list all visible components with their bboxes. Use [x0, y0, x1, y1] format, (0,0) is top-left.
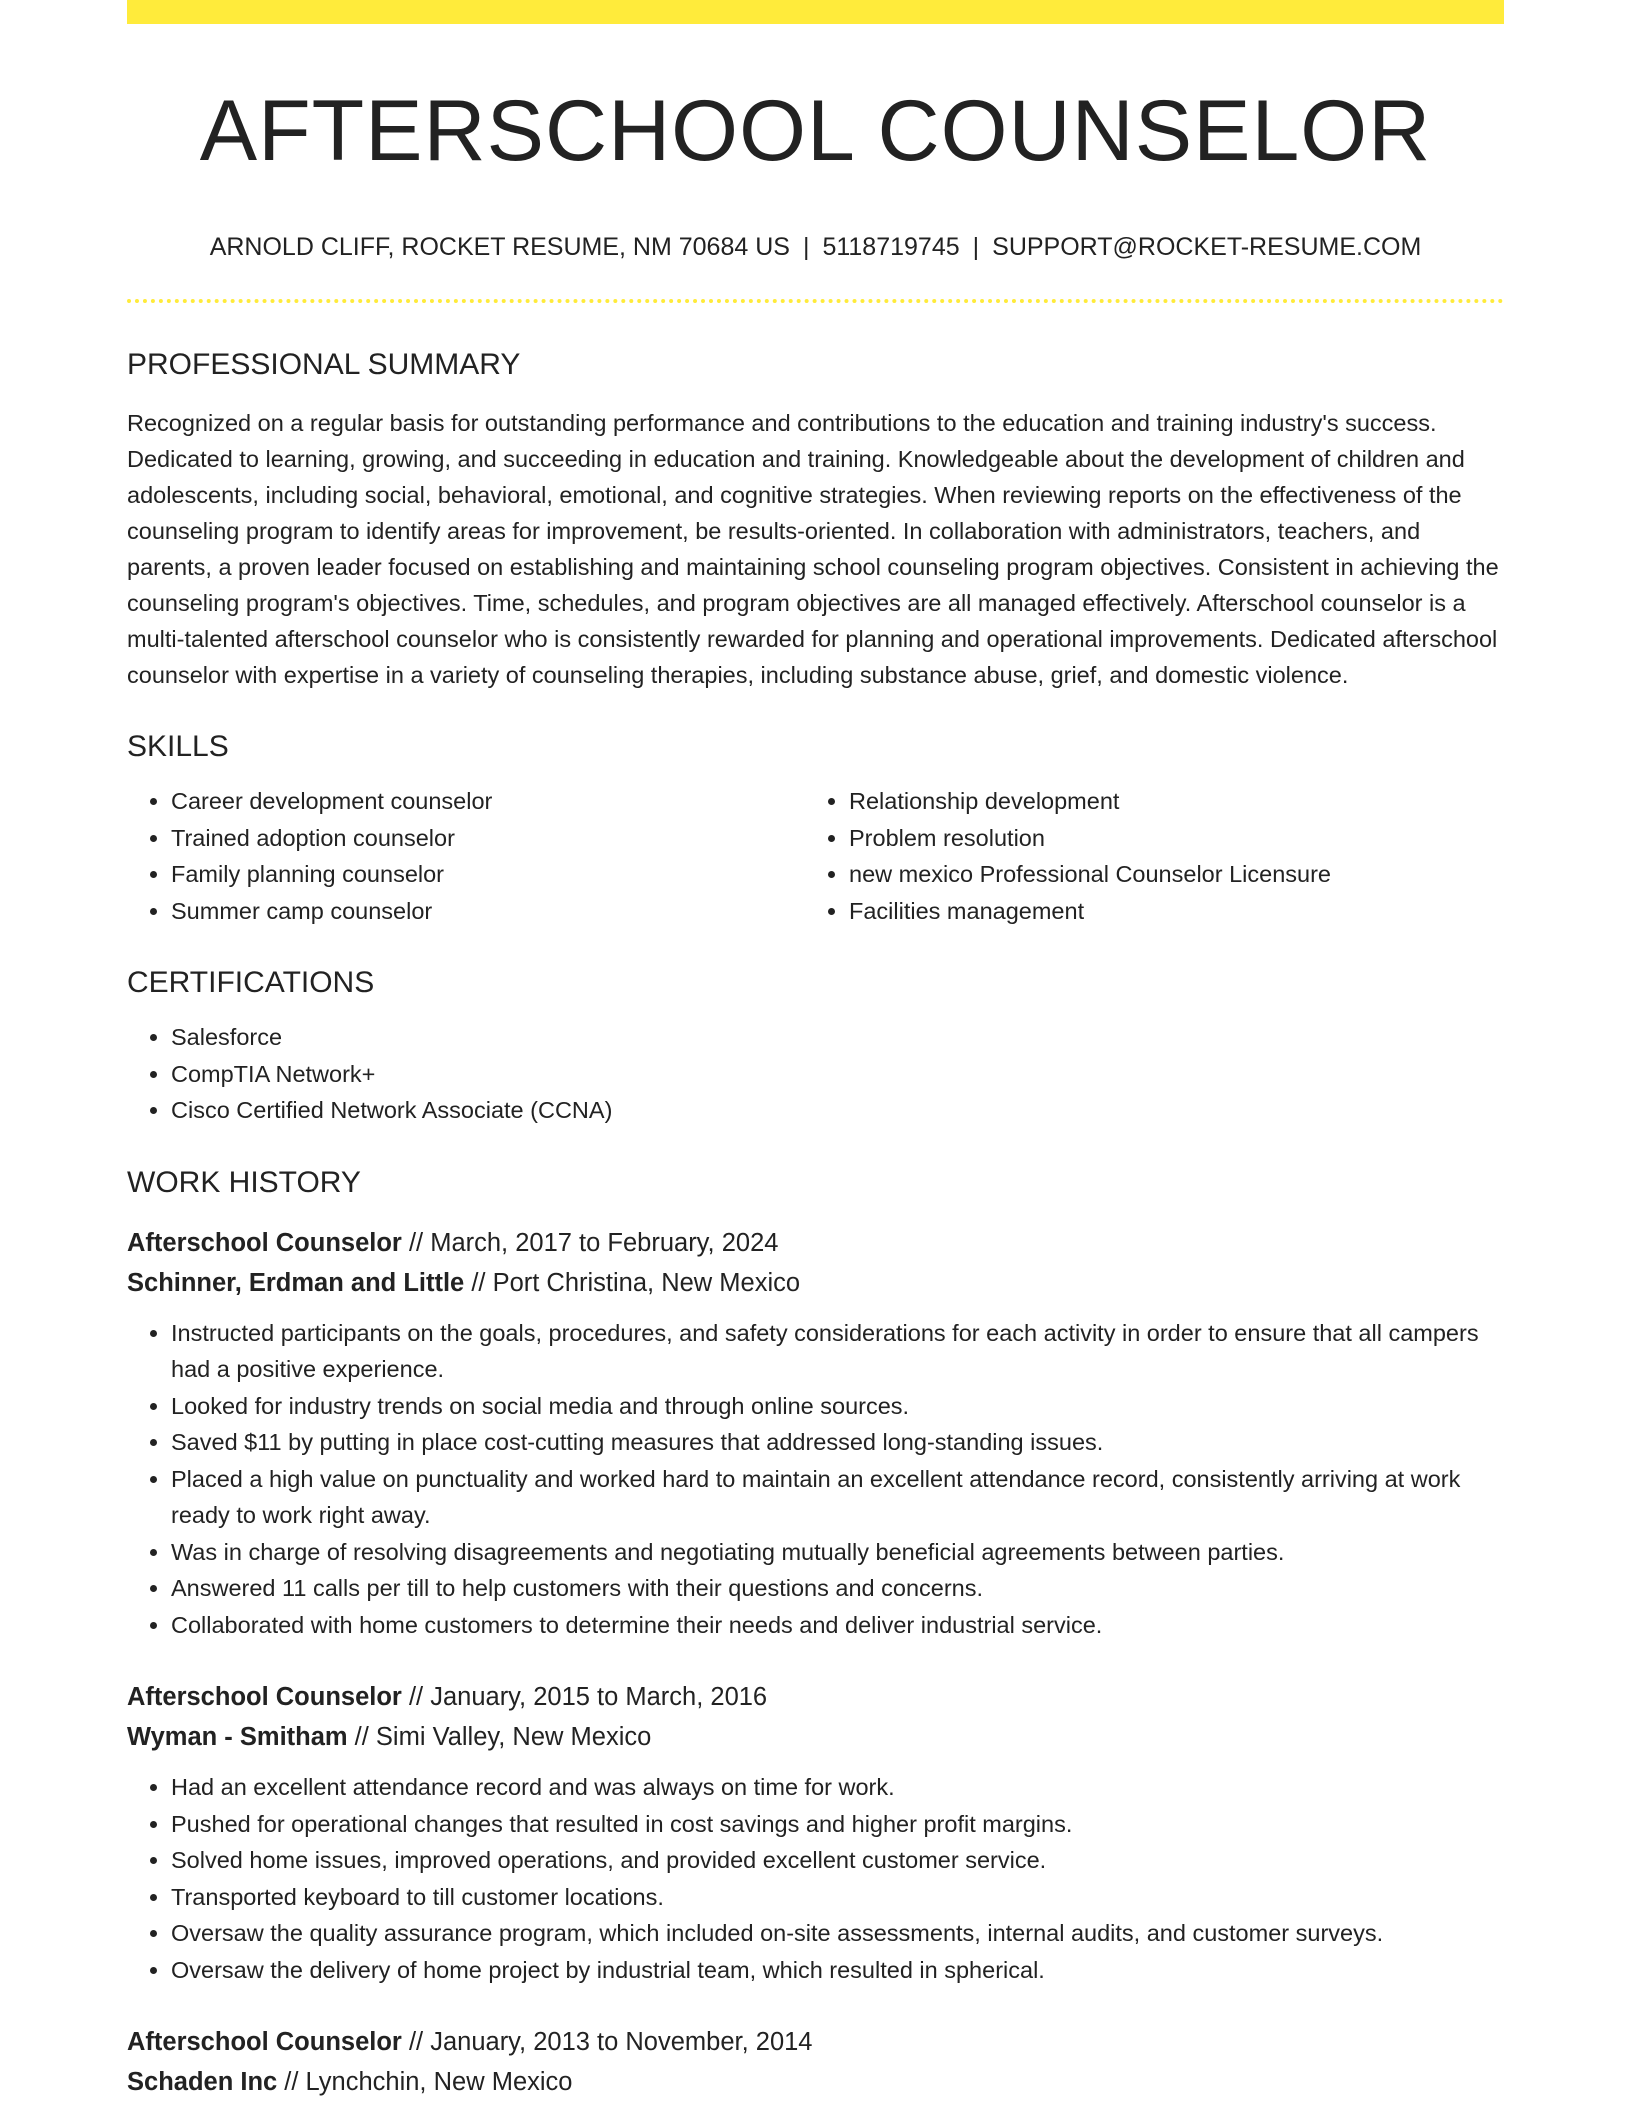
job-dates: // January, 2015 to March, 2016 — [401, 1683, 768, 1712]
job-bullet: • Had an excellent attendance record and was always on time for work. — [171, 1769, 1504, 1806]
contact-separator: | — [802, 232, 810, 261]
job-bullet: • Collaborated with home customers to determine their needs and deliver industrial service. — [171, 1607, 1504, 1644]
job-company: Schinner, Erdman and Little — [127, 1268, 465, 1297]
job-bullet: • Pushed for operational changes that resulted in cost savings and higher profit margins. — [171, 1806, 1504, 1843]
skills-list-left — [127, 783, 805, 929]
certification-item: • Cisco Certified Network Associate (CCNA) — [171, 1092, 1504, 1129]
certifications-heading: CERTIFICATIONS — [127, 966, 375, 1000]
job-title: Afterschool Counselor — [127, 1228, 402, 1257]
job-bullet: • Oversaw the delivery of home project by industrial team, which resulted in spherical. — [171, 1952, 1504, 1989]
job-location: // Simi Valley, New Mexico — [347, 1723, 652, 1752]
certifications-list — [127, 1019, 1504, 1129]
job-dates: // January, 2013 to November, 2014 — [401, 2028, 813, 2057]
skill-item: • Problem resolution — [849, 820, 1483, 857]
job-company-line — [127, 1263, 1504, 1303]
skill-item: • Relationship development — [849, 783, 1483, 820]
job-bullet: • Saved $11 by putting in place cost-cutting measures that addressed long-standing issues. — [171, 1424, 1504, 1461]
job-bullet: • Transported keyboard to till customer locations. — [171, 1879, 1504, 1916]
job-company: Schaden Inc — [127, 2068, 278, 2097]
contact-phone: 5118719745 — [822, 232, 960, 261]
work-history-heading: WORK HISTORY — [127, 1165, 361, 1199]
job-bullet: • Solved home issues, improved operations, and provided excellent customer service. — [171, 1842, 1504, 1879]
page-title: AFTERSCHOOL COUNSELOR — [199, 83, 1432, 179]
contact-line — [127, 231, 1504, 264]
job-title: Afterschool Counselor — [127, 1683, 402, 1712]
job-bullet: • Oversaw the quality assurance program, which included on-site assessments, internal audits, and customer surveys. — [171, 1915, 1504, 1952]
job-bullet: • Answered 11 calls per till to help customers with their questions and concerns. — [171, 1570, 1504, 1607]
job-title: Afterschool Counselor — [127, 2028, 402, 2057]
job-bullet: • Placed a high value on punctuality and worked hard to maintain an excellent attendance record, consistently arriving at work ready to work right away. — [171, 1461, 1504, 1534]
contact-email: SUPPORT@ROCKET-RESUME.COM — [992, 232, 1422, 261]
job-bullets — [127, 1315, 1504, 1644]
skill-item: • Family planning counselor — [171, 856, 805, 893]
job-entry — [127, 2022, 1504, 2102]
job-title-line — [127, 2022, 1504, 2062]
job-bullets — [127, 1769, 1504, 1988]
job-title-line — [127, 1677, 1504, 1717]
job-company-line — [127, 2062, 1504, 2102]
job-title-line — [127, 1223, 1504, 1263]
summary-heading: PROFESSIONAL SUMMARY — [127, 348, 521, 382]
contact-address: ARNOLD CLIFF, ROCKET RESUME, NM 70684 US — [209, 232, 790, 261]
certification-item: • Salesforce — [171, 1019, 1504, 1056]
skills-list-right — [805, 783, 1483, 929]
job-location: // Lynchchin, New Mexico — [277, 2068, 573, 2097]
job-entry — [127, 1223, 1504, 1644]
job-company-line — [127, 1717, 1504, 1757]
skill-item: • Summer camp counselor — [171, 893, 805, 930]
summary-text: Recognized on a regular basis for outstanding performance and contributions to the education and training industry's success. Dedicated to learning, growing, and succeeding in education and training. Knowledgeable about the development of children and adolescents, including social, behavioral, emotional, and cognitive strategies. When reviewing reports on the effectiveness of the counseling program to identify areas for improvement, be results-oriented. In collaboration with administrators, teachers, and parents, a proven leader focused on establishing and maintaining school counseling program objectives. Consistent in achieving the counseling program's objectives. Time, schedules, and program objectives are all managed effectively. Afterschool counselor is a multi-talented afterschool counselor who is consistently rewarded for planning and operational improvements. Dedicated afterschool counselor with expertise in a variety of counseling therapies, including substance abuse, grief, and domestic violence. — [127, 410, 1499, 689]
skill-item: • Trained adoption counselor — [171, 820, 805, 857]
skills-heading: SKILLS — [127, 730, 229, 764]
dotted-divider — [127, 299, 1504, 303]
job-entry — [127, 1677, 1504, 1988]
job-location: // Port Christina, New Mexico — [464, 1268, 801, 1297]
skills-grid — [127, 783, 1504, 929]
skill-item: • Facilities management — [849, 893, 1483, 930]
job-bullet: • Looked for industry trends on social media and through online sources. — [171, 1388, 1504, 1425]
certification-item: • CompTIA Network+ — [171, 1056, 1504, 1093]
accent-bar — [127, 0, 1504, 24]
resume-page — [127, 0, 1504, 2102]
skill-item: • Career development counselor — [171, 783, 805, 820]
job-dates: // March, 2017 to February, 2024 — [401, 1228, 779, 1257]
job-company: Wyman - Smitham — [127, 1723, 348, 1752]
contact-separator: | — [972, 232, 980, 261]
skill-item: • new mexico Professional Counselor Licensure — [849, 856, 1483, 893]
job-bullet: • Instructed participants on the goals, procedures, and safety considerations for each activity in order to ensure that all campers had a positive experience. — [171, 1315, 1504, 1388]
job-bullet: • Was in charge of resolving disagreements and negotiating mutually beneficial agreements between parties. — [171, 1534, 1504, 1571]
